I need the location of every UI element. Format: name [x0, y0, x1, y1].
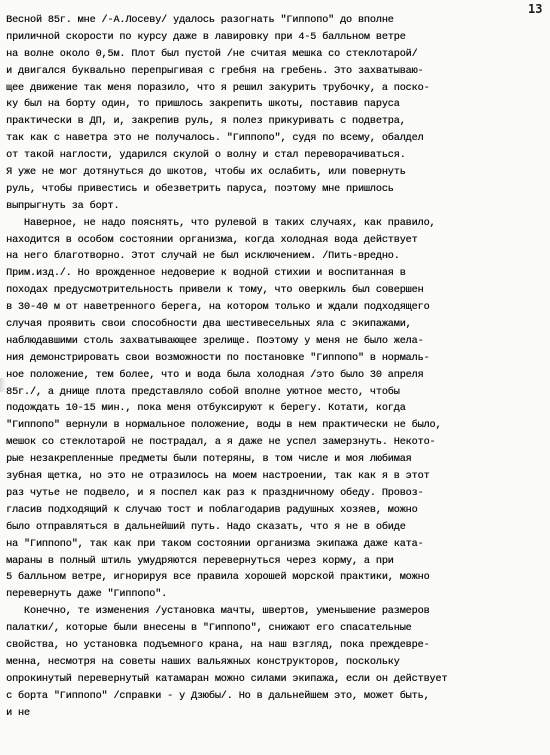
text-line-42: и не	[6, 707, 30, 719]
text-line-2: приличной скорости по курсу даже в лавировку при 4-5 балльном ветре	[6, 31, 406, 43]
text-line-10: Я уже не мог дотянуться до шкотов, чтобы их ослабить, или повернуть	[6, 167, 406, 179]
text-line-31: было отправляться в дальнейший путь. Надо сказать, что я не в обиде	[6, 521, 406, 533]
text-line-23: 85г./, а днище плота представляло собой вполне уютное место, чтобы	[6, 386, 400, 398]
text-line-17: походах предусмотрительность привели к тому, что оверкиль был совершен	[6, 285, 424, 297]
text-line-25: "Гиппопо" вернули в нормальное положение, воды в нем практически не было,	[6, 420, 442, 432]
text-line-5: щее движение так меня поразило, что я решил закурить трубочку, а поско-	[6, 82, 430, 94]
text-line-8: так как с наветра это не получалось. "Гиппопо", судя по всему, обалдел	[6, 133, 424, 145]
text-line-14: находится в особом состоянии организма, когда холодная вода действует	[6, 234, 418, 246]
text-line-9: от такой наглости, ударился скулой о волну и стал переворачиваться.	[6, 150, 406, 162]
page-number: 13	[528, 2, 543, 16]
text-line-41: с борта "Гиппопо" /справки - у Дзюбы/. Но в дальнейшем это, может быть,	[6, 690, 430, 702]
text-line-13: Наверное, не надо пояснять, что рулевой в таких случаях, как правило,	[6, 217, 436, 229]
text-line-12: выпрыгнуть за борт.	[6, 200, 120, 212]
text-line-35: перевернуть даже "Гиппопо".	[6, 589, 168, 601]
text-line-38: свойства, но установка подъемного крана, на наш взгляд, пока преждевре-	[6, 639, 430, 651]
text-line-7: практически в ДП, и, закрепив руль, я полез прикуривать с подветра,	[6, 116, 406, 128]
text-line-15: на него благотворно. Этот случай не был исключением. /Пить-вредно.	[6, 251, 400, 263]
text-line-21: ния демонстрировать свои возможности по постановке "Гиппопо" в нормаль-	[6, 352, 430, 364]
text-line-33: мараны в полный штиль умудряются перевернуться через корму, а при	[6, 555, 394, 567]
text-line-34: 5 балльном ветре, игнорируя все правила хорошей морской практики, можно	[6, 572, 430, 584]
text-line-29: раз чутье не подвело, и я поспел как раз к праздничному обеду. Провоз-	[6, 487, 424, 499]
text-line-1: Весной 85г. мне /-А.Лосеву/ удалось разогнать "Гиппопо" до вполне	[6, 15, 394, 26]
text-line-16: Прим.изд./. Но врожденное недоверие к водной стихии и воспитанная в	[6, 268, 406, 280]
document-body	[6, 13, 548, 722]
text-line-28: зубная щетка, но это не отразилось на моем настроении, так как я в этот	[6, 471, 430, 483]
text-line-11: руль, чтобы привестись и обезветрить паруса, поэтому мне пришлось	[6, 183, 394, 195]
text-line-20: наблюдавшими столь захватывающее зрелище. Поэтому у меня не было жела-	[6, 335, 424, 347]
text-line-3: на волне около 0,5м. Плот был пустой /не считая мешка со стеклотарой/	[6, 48, 418, 60]
text-line-30: гласив подходящий к случаю тост и поблагодарив радушных хозяев, можно	[6, 504, 418, 516]
text-line-36: Конечно, те изменения /установка мачты, швертов, уменьшение размеров	[6, 606, 430, 618]
text-line-19: случая проявить свои способности два шестивесельных яла с экипажами,	[6, 319, 412, 331]
text-line-39: менна, несмотря на советы наших вальяжных конструкторов, поскольку	[6, 656, 400, 668]
text-line-24: подождать 10-15 мин., пока меня отбуксируют к берегу. Котати, когда	[6, 403, 406, 415]
text-line-22: ное положение, тем более, что и вода была холодная /это было 30 апреля	[6, 369, 424, 381]
text-line-40: опрокинутый перевернутый катамаран можно силами экипажа, если он действует	[6, 673, 448, 685]
text-line-27: рые незакрепленные предметы были потеряны, в том числе и моя любимая	[6, 454, 412, 466]
text-line-32: на "Гиппопо", так как при таком состоянии организма экипажа даже ката-	[6, 538, 424, 550]
text-line-26: мешок со стеклотарой не пострадал, а я даже не успел замерзнуть. Некото-	[6, 437, 436, 449]
text-line-37: палатки/, которые были внесены в "Гиппопо", снижают его спасательные	[6, 623, 412, 635]
text-line-6: ку был на борту один, то пришлось закрепить шкоты, поставив паруса	[6, 99, 400, 111]
text-line-4: и двигался буквально перепрыгивая с гребня на гребень. Это захватываю-	[6, 65, 424, 77]
text-line-18: в 30-40 м от наветренного берега, на котором только и ждали подходящего	[6, 302, 430, 314]
